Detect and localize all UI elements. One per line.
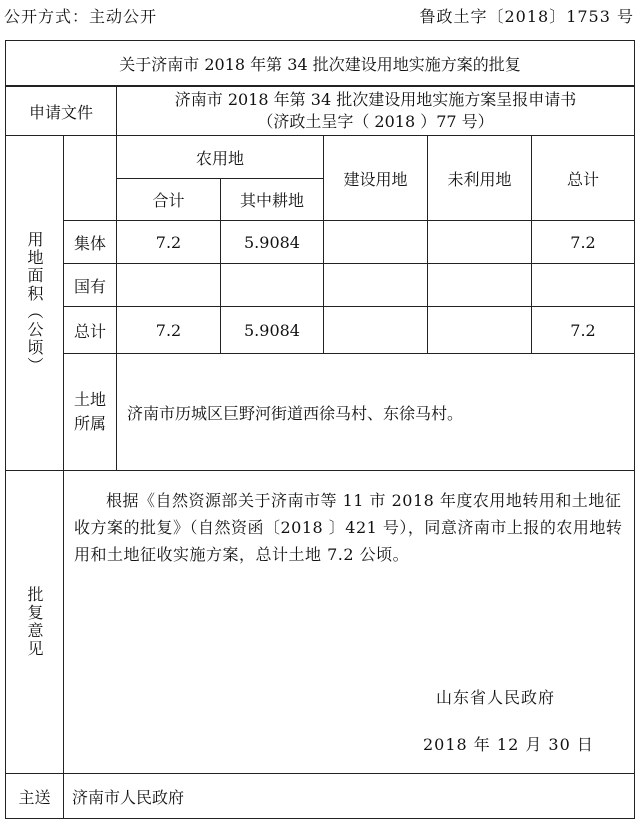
application-line-2: （济政土呈字（ 2018 ）77 号） <box>257 112 494 131</box>
cell-state-arable <box>220 263 324 307</box>
land-area-label <box>5 135 64 471</box>
approval-opinion-label-text: 批复意见 <box>25 586 44 658</box>
col-construction-land: 建设用地 <box>323 135 428 221</box>
document-title: 关于济南市 2018 年第 34 批次建设用地实施方案的批复 <box>5 40 635 86</box>
cell-collective-agri-total: 7.2 <box>116 220 221 264</box>
application-content <box>116 86 635 136</box>
row-header-blank <box>63 135 117 221</box>
col-agri-total: 合计 <box>116 178 221 221</box>
land-area-label-text: 用地面积（公顷） <box>25 231 44 375</box>
cell-total-agri-total: 7.2 <box>116 306 221 354</box>
cell-collective-unused <box>427 220 532 264</box>
cell-collective-construction <box>323 220 428 264</box>
col-agri-land: 农用地 <box>116 135 324 179</box>
cell-total-total: 7.2 <box>531 306 635 354</box>
disclosure-method: 公开方式：主动公开 <box>4 7 158 26</box>
cell-collective-arable: 5.9084 <box>220 220 324 264</box>
land-ownership-value: 济南市历城区巨野河街道西徐马村、东徐马村。 <box>116 353 635 471</box>
col-unused-land: 未利用地 <box>427 135 532 221</box>
cell-total-construction <box>323 306 428 354</box>
cell-total-unused <box>427 306 532 354</box>
approval-body: 根据《自然资源部关于济南市等 11 市 2018 年度农用地转用和土地征收方案的批复》（自然资函〔2018 〕421 号），同意济南市上报的农用地转用和土地征收实施方案，总计土地 7.2 公顷。 <box>74 491 623 564</box>
document-number: 鲁政土字〔2018〕1753 号 <box>419 7 634 26</box>
col-agri-arable: 其中耕地 <box>220 178 324 221</box>
row-label-collective: 集体 <box>63 220 117 264</box>
row-label-total: 总计 <box>63 306 117 354</box>
approval-opinion-label <box>5 470 64 774</box>
cell-state-construction <box>323 263 428 307</box>
cell-state-unused <box>427 263 532 307</box>
cell-state-agri-total <box>116 263 221 307</box>
cell-total-arable: 5.9084 <box>220 306 324 354</box>
application-line-1: 济南市 2018 年第 34 批次建设用地实施方案呈报申请书 <box>174 90 577 109</box>
recipient-value: 济南市人民政府 <box>63 773 635 819</box>
cell-state-total <box>531 263 635 307</box>
issuing-organization: 山东省人民政府 <box>436 688 556 707</box>
approval-opinion-content <box>63 470 635 774</box>
application-label: 申请文件 <box>5 86 117 136</box>
col-total: 总计 <box>531 135 635 221</box>
cell-collective-total: 7.2 <box>531 220 635 264</box>
recipient-label: 主送 <box>5 773 64 819</box>
land-ownership-label: 土地所属 <box>63 353 117 471</box>
row-label-state: 国有 <box>63 263 117 307</box>
issue-date: 2018 年 12 月 30 日 <box>423 735 594 754</box>
